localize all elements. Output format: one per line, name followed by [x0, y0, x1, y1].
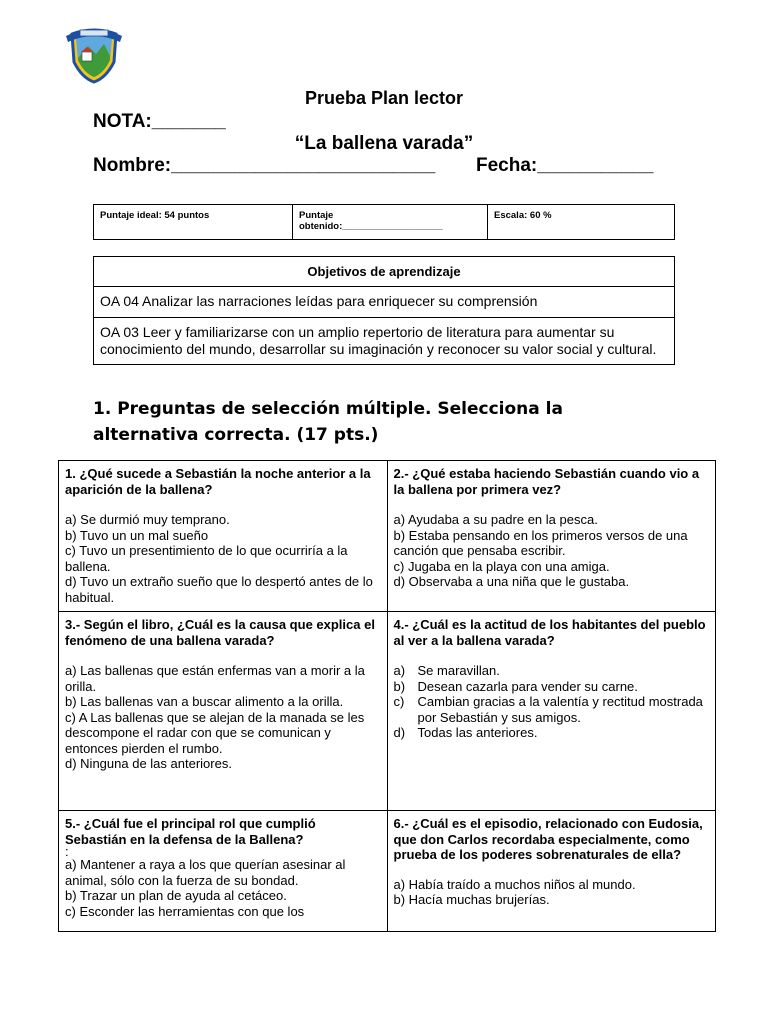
nota-field: NOTA:_______: [93, 111, 226, 132]
question-4-option-d-text: Todas las anteriores.: [417, 725, 538, 740]
question-4-option-c-text: Cambian gracias a la valentía y rectitud mostrada por Sebastián y sus amigos.: [417, 694, 703, 725]
score-ideal: Puntaje ideal: 54 puntos: [94, 205, 293, 240]
question-4-option-d: [394, 725, 710, 741]
question-3-option-b: b) Las ballenas van a buscar alimento a la orilla.: [65, 694, 344, 709]
nombre-field: Nombre:_________________________: [93, 155, 436, 176]
question-3-option-d: d) Ninguna de las anteriores.: [65, 756, 232, 771]
question-1-text: 1. ¿Qué sucede a Sebastián la noche anterior a la aparición de la ballena?: [65, 466, 371, 497]
question-cell-3: [59, 612, 388, 811]
question-4-letter-b: b): [393, 678, 406, 694]
question-4-text: 4.- ¿Cuál es la actitud de los habitantes del pueblo al ver a la ballena varada?: [393, 617, 706, 648]
question-2-option-b: b) Estaba pensando en los primeros versos de una canción que pensaba escribir.: [393, 527, 688, 558]
question-2-option-a: a) Ayudaba a su padre en la pesca.: [393, 512, 598, 527]
question-3-option-c: c) A Las ballenas que se alejan de la manada se les descompone el radar con que se comunican y entonces pierden el rumbo.: [65, 709, 365, 756]
question-4-letter-c: c): [393, 694, 405, 709]
question-5-option-c: c) Esconder las herramientas con que los: [65, 903, 305, 919]
question-2-option-d: d) Observaba a una niña que le gustaba.: [393, 574, 630, 589]
objectives-heading: Objetivos de aprendizaje: [94, 257, 675, 287]
question-4-letter-d: d): [393, 725, 406, 740]
question-cell-2: [387, 461, 716, 612]
page-title: Prueba Plan lector: [304, 88, 464, 108]
question-5-option-a: a) Mantener a raya a los que querían asesinar al animal, sólo con la fuerza de su bondad.: [65, 857, 346, 888]
question-6-text: 6.- ¿Cuál es el episodio, relacionado con Eudosia, que don Carlos recordaba especialmente, como prueba de los poderes sobrenaturales de ella?: [393, 816, 703, 862]
fecha-field: Fecha:___________: [476, 155, 654, 176]
question-2-text: 2.- ¿Qué estaba haciendo Sebastián cuando vio a la ballena por primera vez?: [393, 466, 700, 497]
question-1-option-a: a) Se durmió muy temprano.: [65, 512, 230, 527]
question-4-option-a: [394, 663, 710, 679]
objective-oa04: OA 04 Analizar las narraciones leídas para enriquecer su comprensión: [94, 287, 675, 318]
question-4-option-b: [394, 679, 710, 695]
score-obtained: [293, 205, 488, 240]
school-crest-logo: [62, 22, 126, 86]
score-obtained-blank: obtenido:___________________: [299, 221, 443, 232]
question-3-option-a: a) Las ballenas que están enfermas van a morir a la orilla.: [65, 663, 365, 694]
question-4-option-b-text: Desean cazarla para vender su carne.: [417, 678, 638, 694]
question-cell-6: [387, 811, 716, 932]
question-4-option-c: [394, 694, 710, 725]
question-5-option-b: b) Trazar un plan de ayuda al cetáceo.: [65, 888, 287, 903]
question-1-option-d: d) Tuvo un extraño sueño que lo despertó antes de lo habitual.: [65, 574, 373, 605]
question-4-letter-a: a): [393, 663, 406, 678]
question-cell-5: [59, 811, 388, 932]
question-5-text: 5.- ¿Cuál fue el principal rol que cumplió Sebastián en la defensa de la Ballena?: [65, 816, 316, 847]
question-4-options: [394, 663, 710, 741]
score-obtained-label: Puntaje: [299, 210, 334, 221]
score-scale: Escala: 60 %: [488, 205, 675, 240]
question-1-option-b: b) Tuvo un un mal sueño: [65, 527, 209, 543]
objective-oa03: OA 03 Leer y familiarizarse con un amplio repertorio de literatura para aumentar su conocimiento del mundo, desarrollar su imaginación y reconocer su valor social y cultural.: [94, 318, 675, 365]
section-heading: 1. Preguntas de selección múltiple. Selecciona la alternativa correcta. (17 pts.): [93, 399, 563, 445]
book-title: “La ballena varada”: [294, 133, 474, 154]
question-6-option-b: b) Hacía muchas brujerías.: [393, 892, 550, 907]
question-3-text: 3.- Según el libro, ¿Cuál es la causa que explica el fenómeno de una ballena varada?: [65, 617, 375, 648]
question-2-option-c: c) Jugaba en la playa con una amiga.: [393, 558, 610, 574]
score-table: [93, 204, 675, 240]
questions-table: [58, 460, 716, 932]
question-cell-4: [387, 612, 716, 811]
question-6-option-a: a) Había traído a muchos niños al mundo.: [393, 876, 636, 892]
question-4-option-a-text: Se maravillan.: [417, 663, 500, 678]
question-1-option-c: c) Tuvo un presentimiento de lo que ocurriría a la ballena.: [65, 543, 348, 574]
question-cell-1: [59, 461, 388, 612]
objectives-table: [93, 256, 675, 365]
question-5-colon: :: [65, 844, 69, 859]
